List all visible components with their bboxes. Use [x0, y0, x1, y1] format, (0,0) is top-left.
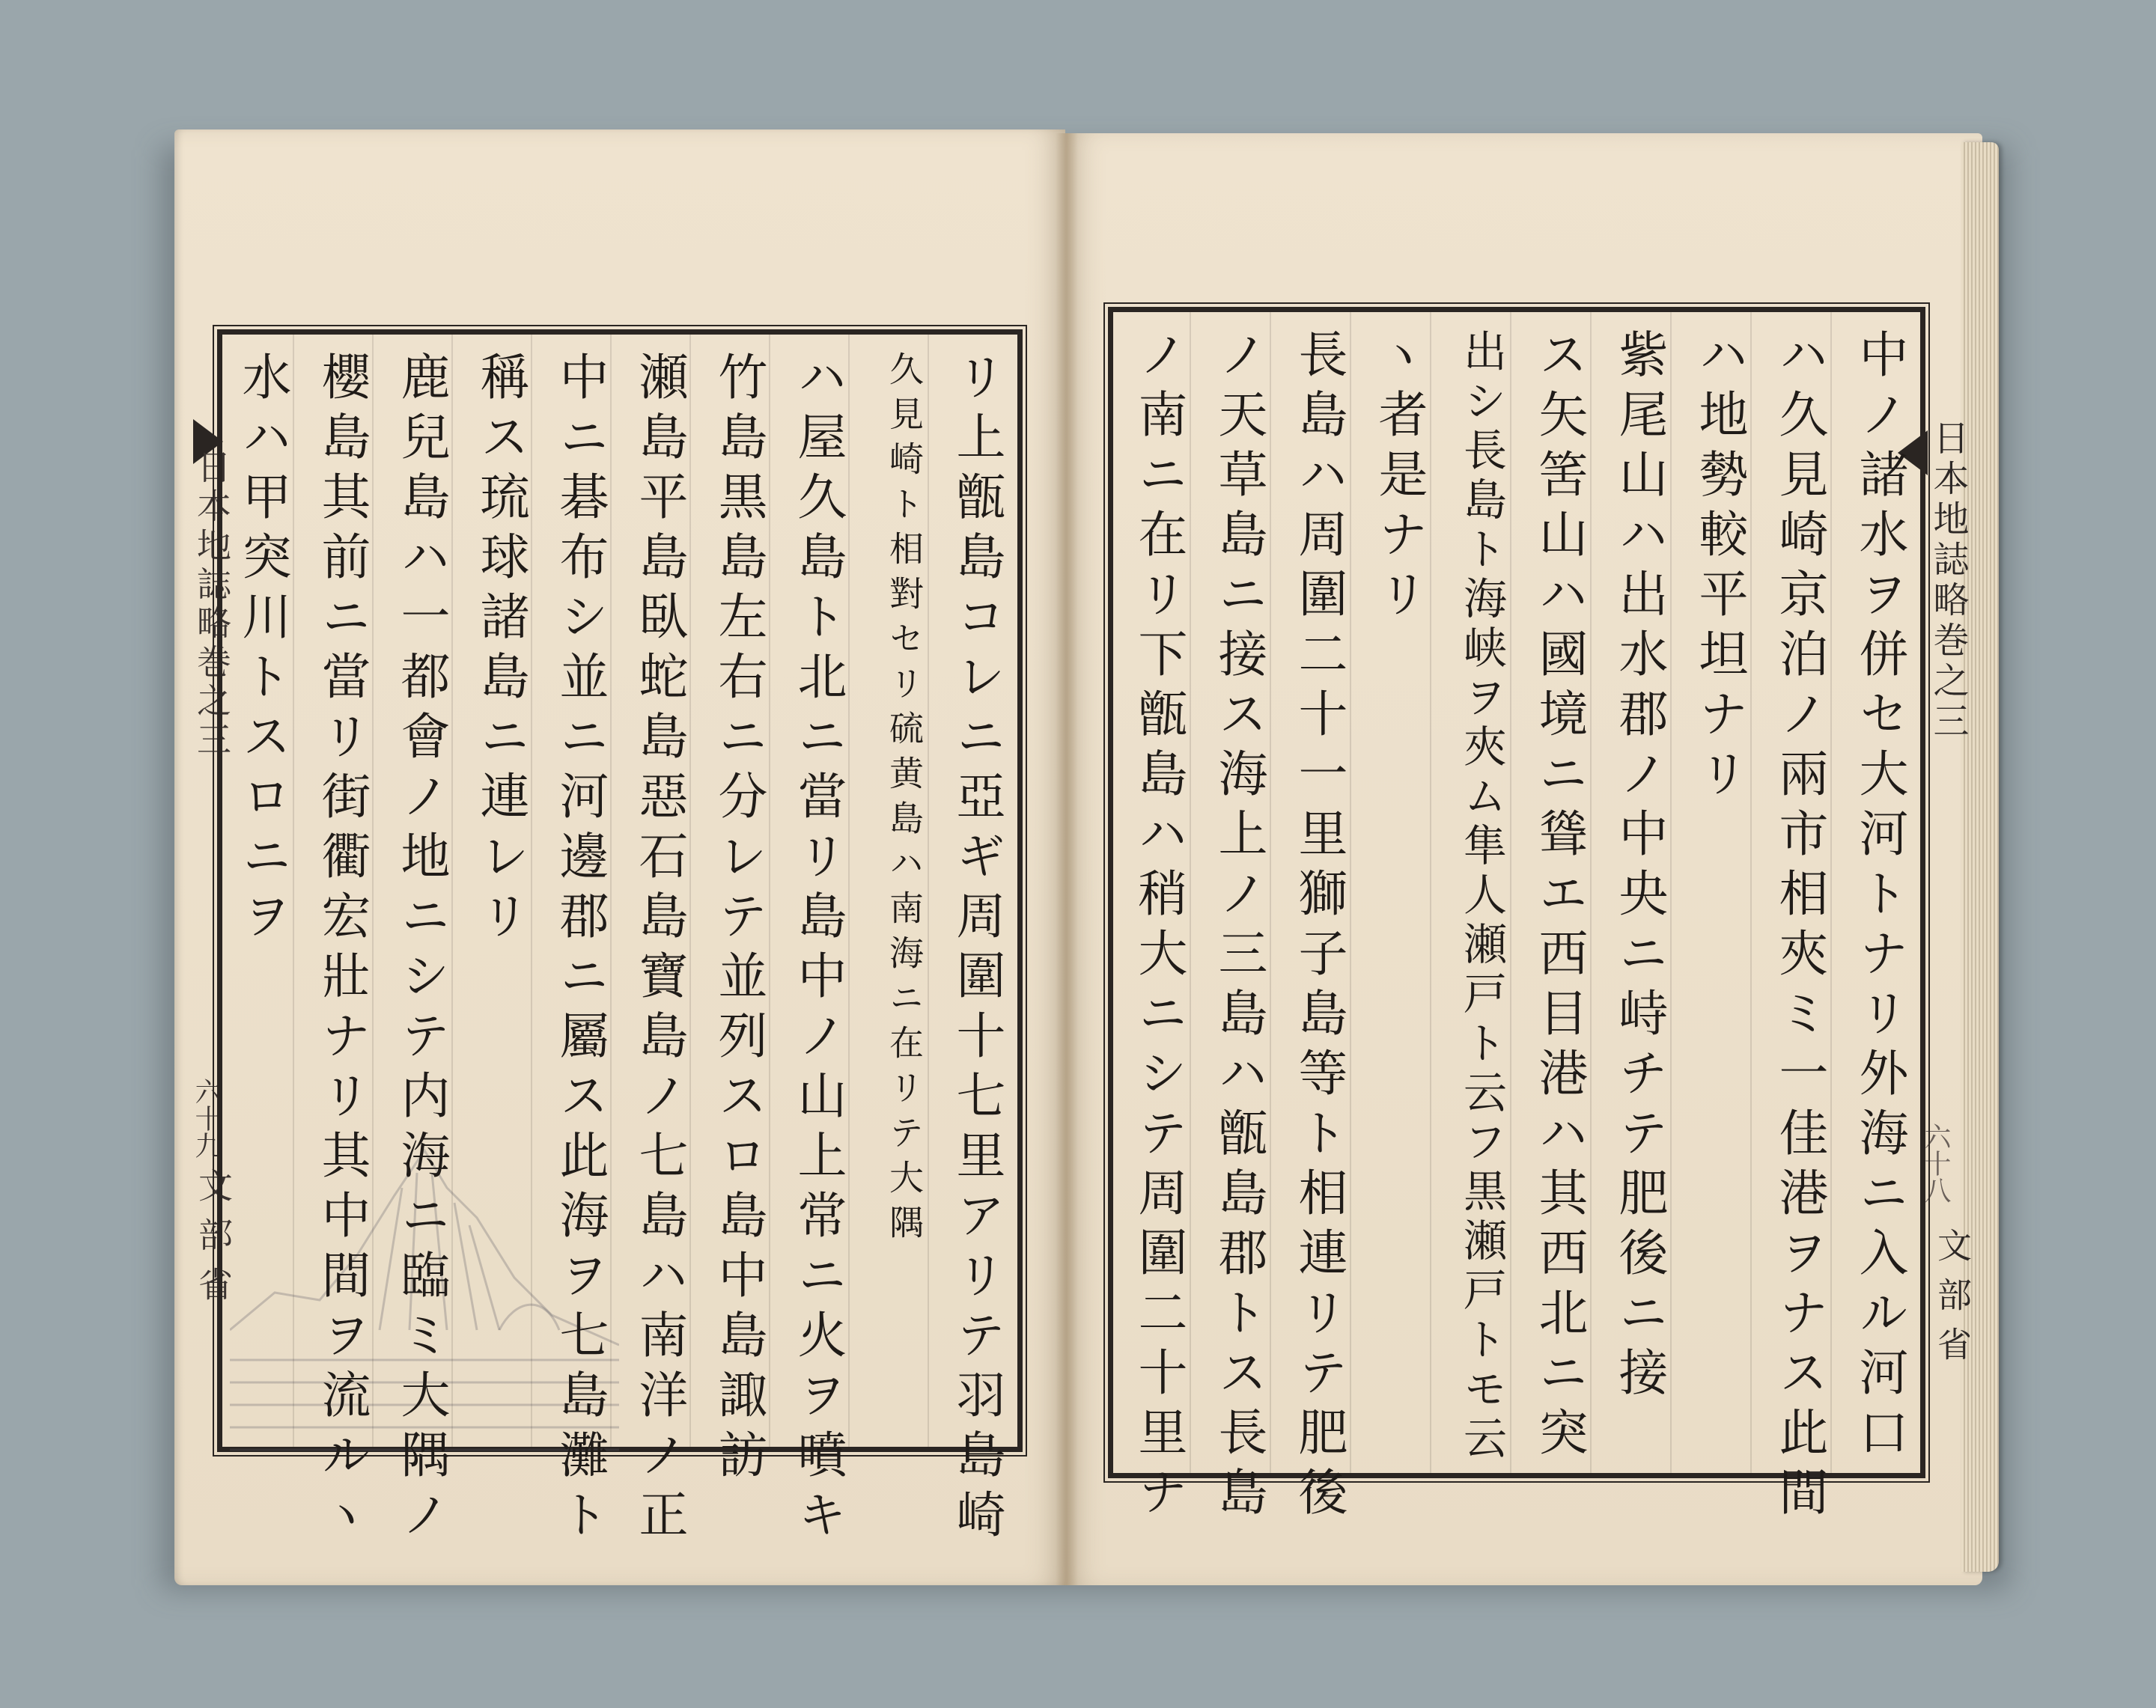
- column-rule: [1510, 312, 1511, 1473]
- text-column: 稱ス琉球諸島ニ連レリ: [472, 351, 529, 950]
- column-rule: [1590, 312, 1592, 1473]
- spine-fold: [1056, 133, 1078, 1585]
- text-column: ス矢筈山ハ國境ニ聳エ西目港ハ其西北ニ突: [1530, 329, 1588, 1466]
- text-column: 紫尾山ハ出水郡ノ中央ニ峙チテ肥後ニ接: [1610, 329, 1668, 1406]
- text-column: ハ久見崎京泊ノ兩市相夾ミ一佳港ヲナス此間: [1770, 329, 1828, 1526]
- left-text-frame: [217, 329, 1023, 1549]
- text-column: 鹿兒島ハ一都會ノ地ニシテ内海ニ臨ミ大隅ノ: [392, 351, 450, 1549]
- column-rule: [848, 335, 850, 1447]
- text-column: 出シ長島ト海峡ヲ夾ム隼人瀬戸ト云フ黒瀬戸トモ云: [1456, 329, 1507, 1465]
- right-book-title: 日本地誌略巻之三: [1927, 419, 1969, 742]
- right-publisher: 文部省: [1932, 1227, 1973, 1376]
- right-text-frame: [1108, 307, 1925, 1526]
- text-column: 中ノ諸水ヲ併セ大河トナリ外海ニ入ル河口: [1851, 329, 1908, 1466]
- text-column: 瀬島平島臥蛇島惡石島寶島ノ七島ハ南洋ノ正: [630, 351, 688, 1549]
- column-rule: [610, 335, 612, 1447]
- column-rule: [451, 335, 453, 1447]
- text-column: ノ南ニ在リ下甑島ハ稍大ニシテ周圍二十里ナ: [1130, 329, 1187, 1526]
- column-rule: [372, 335, 374, 1447]
- right-folio-number: 六十八: [1920, 1123, 1951, 1204]
- text-column: 竹島黒島左右ニ分レテ並列スロ島中島諏訪: [710, 351, 767, 1489]
- left-book-title: 日本地誌略巻之三: [192, 449, 232, 760]
- text-column: ハ屋久島ト北ニ當リ島中ノ山上常ニ火ヲ噴キ: [789, 351, 847, 1549]
- column-rule: [928, 335, 929, 1447]
- column-rule: [1670, 312, 1672, 1473]
- left-folio-number: 六十九: [191, 1078, 222, 1159]
- text-column: 水ハ甲突川トスロニヲ: [234, 351, 291, 950]
- text-column: 長島ハ周圍二十一里獅子島等ト相連リテ肥後: [1290, 329, 1348, 1526]
- column-rule: [293, 335, 294, 1447]
- column-rule: [1830, 312, 1832, 1473]
- column-rule: [1190, 312, 1191, 1473]
- text-column: ノ天草島ニ接ス海上ノ三島ハ甑島郡トス長島: [1210, 329, 1267, 1526]
- text-column: 中ニ碁布シ並ニ河邊郡ニ屬ス此海ヲ七島灘ト: [551, 351, 609, 1549]
- column-rule: [531, 335, 532, 1447]
- column-rule: [689, 335, 691, 1447]
- column-rule: [769, 335, 770, 1447]
- text-column: 久見崎ト相對セリ硫黄島ハ南海ニ在リテ大隅: [884, 351, 925, 1249]
- column-rule: [1270, 312, 1271, 1473]
- left-publisher: 文部省: [193, 1168, 234, 1316]
- text-column: ハ地勢較平坦ナリ: [1690, 329, 1748, 808]
- text-column: ヽ者是ナリ: [1370, 329, 1428, 628]
- column-rule: [1430, 312, 1431, 1473]
- text-column: 櫻島其前ニ當リ街衢宏壯ナリ其中間ヲ流ルヽ: [313, 351, 371, 1549]
- column-rule: [1750, 312, 1752, 1473]
- text-column: リ上甑島コレニ亞ギ周圍十七里アリテ羽島崎: [948, 351, 1005, 1549]
- column-rule: [1350, 312, 1351, 1473]
